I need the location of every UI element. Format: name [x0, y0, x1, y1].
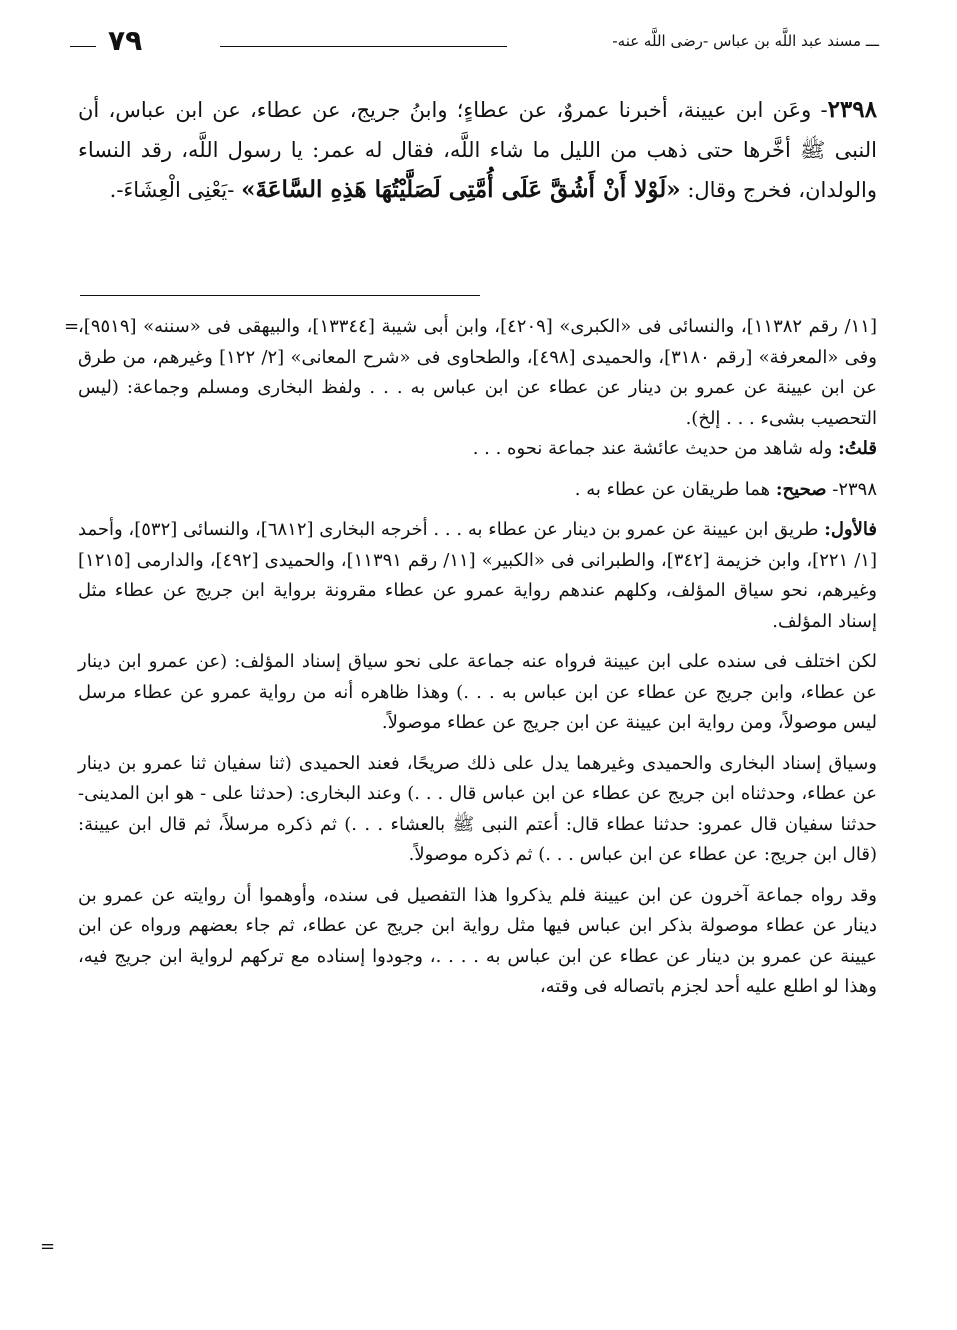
- hadith-quote: «لَوْلا أَنْ أَشُقَّ عَلَى أُمَّتِى لَصَلَّيْتُهَا هَذِهِ السَّاعَةَ»: [241, 176, 681, 203]
- verdict-line: [78, 475, 877, 506]
- footnote-continuation: [١١/ رقم ١١٣٨٢]، والنسائى فى «الكبرى» [٤٢٠٩]، وابن أبى شيبة [١٣٣٤٤]، والبيهقى فى «سننه» [٩٥١٩]، وفى «المعرفة» [رقم ٣١٨٠]، والحميدى [٤٩٨]، والطحاوى فى «شرح المعانى» [٢/ ١٢٢] وغيرهم، من طرق عن ابن عيينة عن عمرو بن دينار عن عطاء عن ابن عباس به . . . ولفظ البخارى ومسلم وجماعة: (ليس التحصيب بشىء . . . إلخ).: [78, 316, 878, 429]
- hadith-text: [78, 90, 877, 210]
- header-dash: [70, 46, 96, 47]
- hadith-gloss: -يَعْنِى الْعِشَاءَ-.: [109, 178, 235, 202]
- header-rule: [220, 46, 507, 47]
- hadith-isnad: - وعَن ابن عيينة، أخبرنا عمروٌ، عن عطاءٍ؛ وابنُ جريج، عن عطاء، عن ابن عباس، أن النبى ﷺ أخَّرها حتى ذهب من الليل ما شاء اللَّه، فقال له عمر: يا رسول اللَّه، رقد النساء والولدان، فخرج وقال:: [78, 98, 877, 202]
- first-route-text: طريق ابن عيينة عن عمرو بن دينار عن عطاء به . . . أخرجه البخارى [٦٨١٢]، والنسائى [٥٣٢]، وأحمد [١/ ٢٢١]، وابن خزيمة [٣٤٢]، والطبرانى فى «الكبير» [١١/ رقم ١١٣٩١]، والحميدى [٤٩٢]، والدارمى [١٢١٥] وغيرهم، نحو سياق المؤلف، وكلهم عندهم رواية عمرو عن عطاء مقرونة برواية ابن جريج عن عطاء مثل إسناد المؤلف.: [78, 519, 877, 632]
- footnote-paragraph-2: لكن اختلف فى سنده على ابن عيينة فرواه عنه جماعة على نحو سياق إسناد المؤلف: (عن عمرو ابن دينار عن عطاء، وابن جريج عن عطاء عن ابن عباس به . . .) وهذا ظاهره أنه من رواية عمرو عن عطاء مرسل ليس موصولاً، ومن رواية ابن عيينة عن ابن جريج عن عطاء موصولاً.: [78, 651, 877, 733]
- first-route-label: فالأول:: [824, 519, 877, 540]
- verdict-text: هما طريقان عن عطاء به .: [574, 478, 771, 500]
- page-number: ٧٩: [108, 24, 143, 57]
- continuation-mark: =: [64, 316, 80, 337]
- qult-label: قلتُ:: [838, 438, 877, 459]
- footnotes: [64, 312, 878, 1003]
- page-header: [70, 24, 879, 58]
- qult-text: وله شاهد من حديث عائشة عند جماعة نحوه . . .: [472, 438, 833, 459]
- qult-line: [78, 434, 877, 465]
- verdict-number: ٢٣٩٨-: [832, 478, 877, 500]
- continuation-end-mark: =: [40, 1236, 56, 1257]
- footnote-paragraph-4: وقد رواه جماعة آخرون عن ابن عيينة فلم يذكروا هذا التفصيل فى سنده، وأوهموا أن روايته عن عمرو بن دينار عن عطاء موصولة بذكر ابن عباس فيها مثل رواية ابن جريج عن عطاء، ثم جاء بعضهم ورواه عن ابن عيينة عن عمرو بن دينار عن عطاء عن ابن عباس به . . . .، وجودوا إسناده مع تركهم لرواية ابن جريج فيه، وهذا لو اطلع عليه أحد لجزم باتصاله فى وقته،: [78, 884, 877, 997]
- running-title: ـــ مسند عبد اللَّه بن عباس -رضى اللَّه عنه-: [612, 32, 879, 50]
- hadith-paragraph: [78, 90, 877, 210]
- first-route: [78, 515, 877, 637]
- hadith-number: ٢٣٩٨: [827, 96, 877, 123]
- footnote-separator: [80, 295, 480, 296]
- footnote-paragraph-3: وسياق إسناد البخارى والحميدى وغيرهما يدل على ذلك صريحًا، فعند الحميدى (ثنا سفيان ثنا عمرو بن دينار عن عطاء، وحدثناه ابن جريج عن عطاء عن ابن عباس قال . . .) وعند البخارى: (حدثنا على - هو ابن المدينى- حدثنا سفيان قال عمرو: حدثنا عطاء قال: أعتم النبى ﷺ بالعشاء . . .) ثم ذكره مرسلاً، ثم قال ابن عيينة: (قال ابن جريج: عن عطاء عن ابن عباس . . .) ثم ذكره موصولاً.: [78, 752, 877, 865]
- verdict-label: صحيح:: [775, 478, 827, 500]
